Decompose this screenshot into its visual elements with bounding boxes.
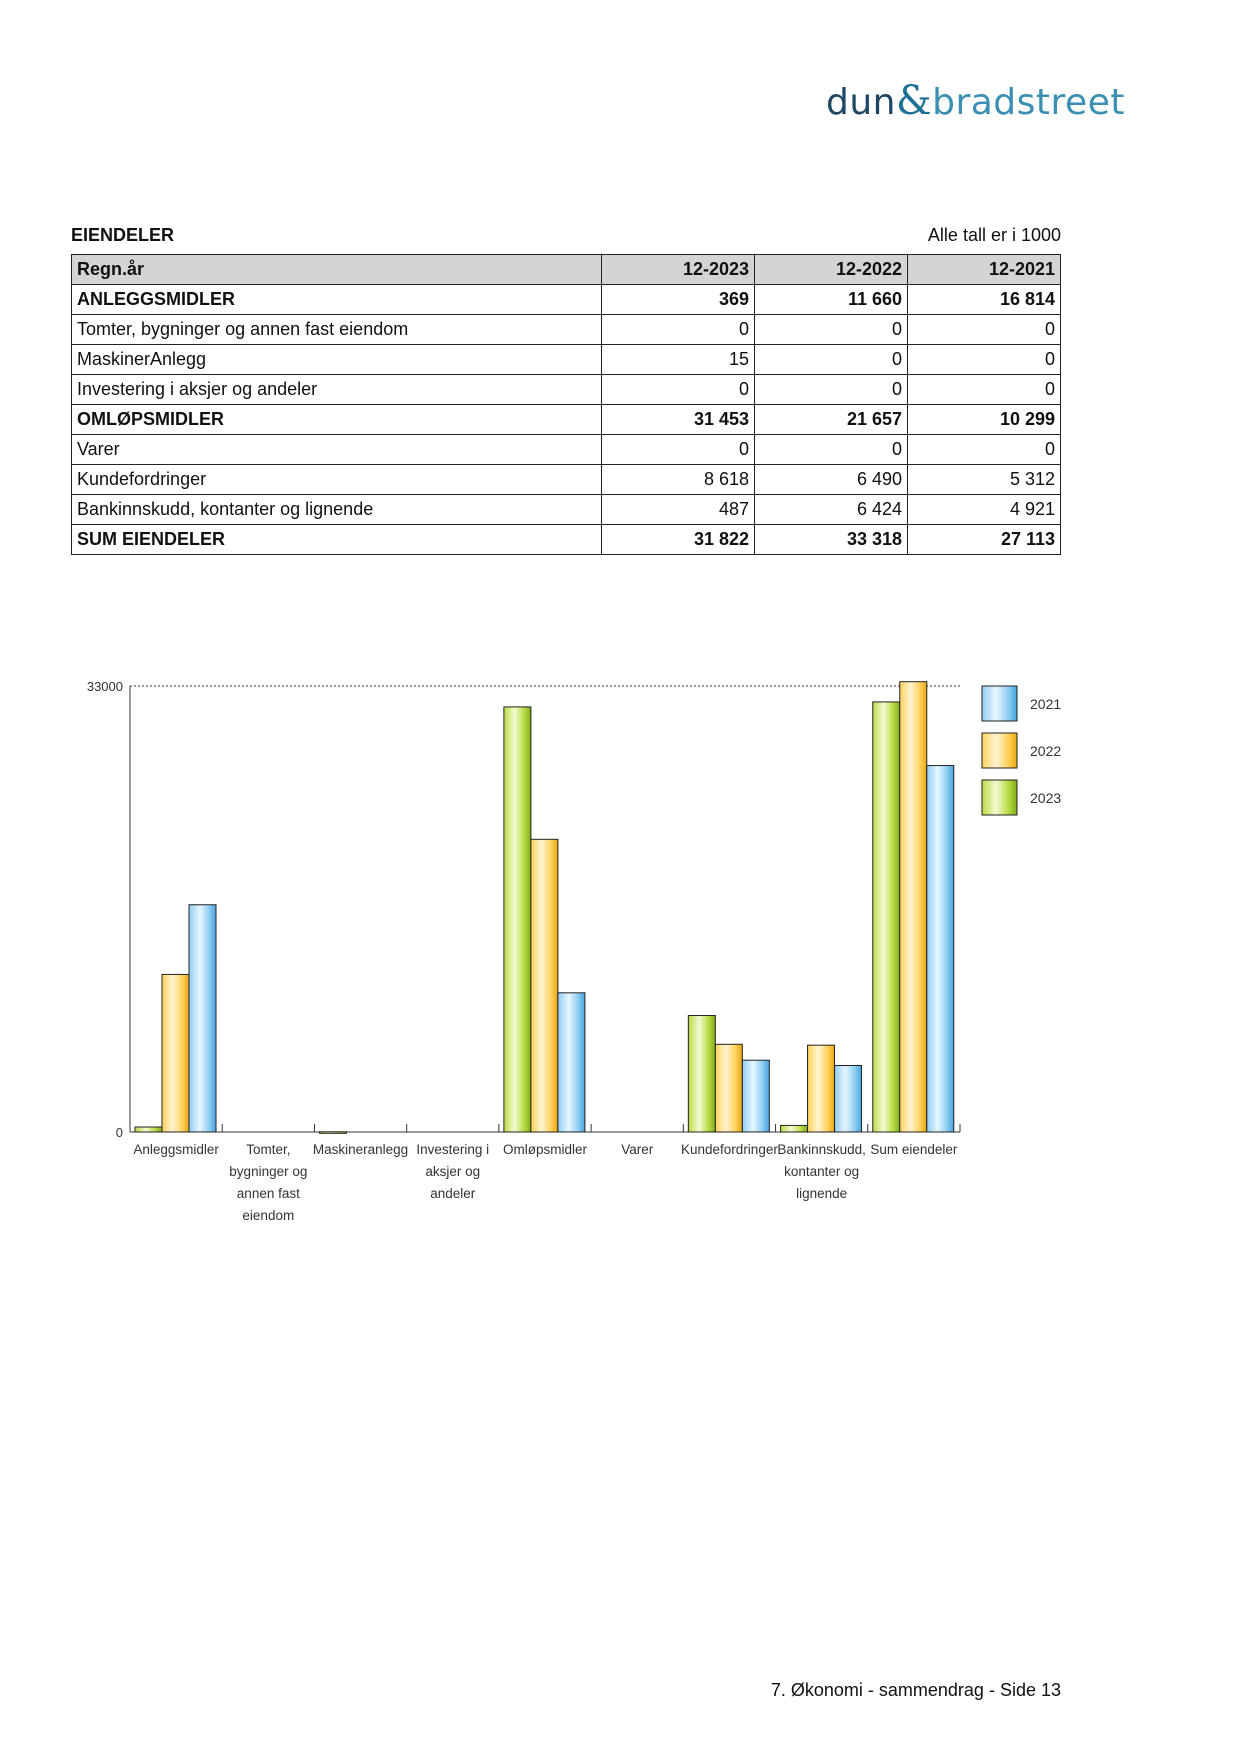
cell-2023: 15 (602, 345, 755, 375)
legend-swatch-2022 (982, 733, 1017, 768)
cell-2021: 5 312 (908, 465, 1061, 495)
header-year-2023: 12-2023 (602, 255, 755, 285)
cell-2022: 0 (755, 315, 908, 345)
legend-label-2021: 2021 (1030, 696, 1062, 712)
bar-2021-cat0 (189, 905, 216, 1132)
row-label: Tomter, bygninger og annen fast eiendom (72, 315, 602, 345)
cell-2022: 6 490 (755, 465, 908, 495)
cell-2021: 27 113 (908, 525, 1061, 555)
legend-swatch-2021 (982, 686, 1017, 721)
header-year-2021: 12-2021 (908, 255, 1061, 285)
bar-2023-cat0 (135, 1127, 162, 1132)
x-category-label: Tomter, bygninger og annen fast eiendom (229, 1142, 308, 1223)
cell-2021: 16 814 (908, 285, 1061, 315)
bar-2022-cat6 (715, 1044, 742, 1132)
header-year-2022: 12-2022 (755, 255, 908, 285)
cell-2023: 31 822 (602, 525, 755, 555)
legend-swatch-2023 (982, 780, 1017, 815)
row-label: Investering i aksjer og andeler (72, 375, 602, 405)
legend-label-2023: 2023 (1030, 790, 1062, 806)
bar-2022-cat7 (808, 1045, 835, 1132)
cell-2022: 0 (755, 345, 908, 375)
cell-2022: 21 657 (755, 405, 908, 435)
cell-2023: 0 (602, 375, 755, 405)
header-label: Regn.år (72, 255, 602, 285)
row-label: SUM EIENDELER (72, 525, 602, 555)
cell-2021: 0 (908, 315, 1061, 345)
section-title: EIENDELER (71, 225, 175, 245)
cell-2022: 11 660 (755, 285, 908, 315)
cell-2022: 0 (755, 375, 908, 405)
cell-2021: 4 921 (908, 495, 1061, 525)
x-category-label: Sum eiendeler (870, 1142, 958, 1157)
bar-2023-cat8 (873, 702, 900, 1132)
bar-2023-cat2 (319, 1132, 346, 1134)
bar-2021-cat6 (742, 1060, 769, 1132)
cell-2023: 487 (602, 495, 755, 525)
x-category-label: Anleggsmidler (133, 1142, 219, 1157)
x-category-label: Investering i aksjer og andeler (416, 1142, 490, 1201)
logo-bradstreet: bradstreet (932, 82, 1125, 123)
page-footer: 7. Økonomi - sammendrag - Side 13 (770, 1680, 1061, 1700)
cell-2023: 0 (602, 435, 755, 465)
cell-2022: 33 318 (755, 525, 908, 555)
cell-2023: 8 618 (602, 465, 755, 495)
logo-ampersand: & (895, 78, 933, 124)
bar-2022-cat0 (162, 974, 189, 1132)
row-label: Varer (72, 435, 602, 465)
row-label: OMLØPSMIDLER (72, 405, 602, 435)
cell-2023: 369 (602, 285, 755, 315)
legend-label-2022: 2022 (1030, 743, 1062, 759)
bar-2023-cat6 (688, 1016, 715, 1132)
bar-2022-cat8 (900, 682, 927, 1132)
y-tick-label: 33000 (86, 679, 123, 694)
cell-2022: 6 424 (755, 495, 908, 525)
x-category-label: Kundefordringer (681, 1142, 778, 1157)
x-category-label: Bankinnskudd, kontanter og lignende (777, 1142, 866, 1201)
cell-2023: 0 (602, 315, 755, 345)
row-label: Bankinnskudd, kontanter og lignende (72, 495, 602, 525)
x-category-label: Varer (621, 1142, 654, 1157)
cell-2023: 31 453 (602, 405, 755, 435)
row-label: MaskinerAnlegg (72, 345, 602, 375)
cell-2022: 0 (755, 435, 908, 465)
bar-2021-cat8 (927, 766, 954, 1132)
cell-2021: 10 299 (908, 405, 1061, 435)
row-label: ANLEGGSMIDLER (72, 285, 602, 315)
x-category-label: Omløpsmidler (502, 1142, 588, 1157)
cell-2021: 0 (908, 345, 1061, 375)
y-tick-label: 0 (115, 1125, 123, 1140)
unit-note: Alle tall er i 1000 (927, 225, 1061, 245)
x-category-label: Maskineranlegg (312, 1142, 409, 1157)
logo-dun: dun (826, 82, 896, 123)
bar-2021-cat7 (835, 1065, 862, 1132)
bar-2021-cat4 (558, 993, 585, 1132)
bar-2023-cat4 (504, 707, 531, 1132)
cell-2021: 0 (908, 375, 1061, 405)
bar-2022-cat4 (531, 839, 558, 1132)
cell-2021: 0 (908, 435, 1061, 465)
row-label: Kundefordringer (72, 465, 602, 495)
bar-2023-cat7 (781, 1125, 808, 1132)
